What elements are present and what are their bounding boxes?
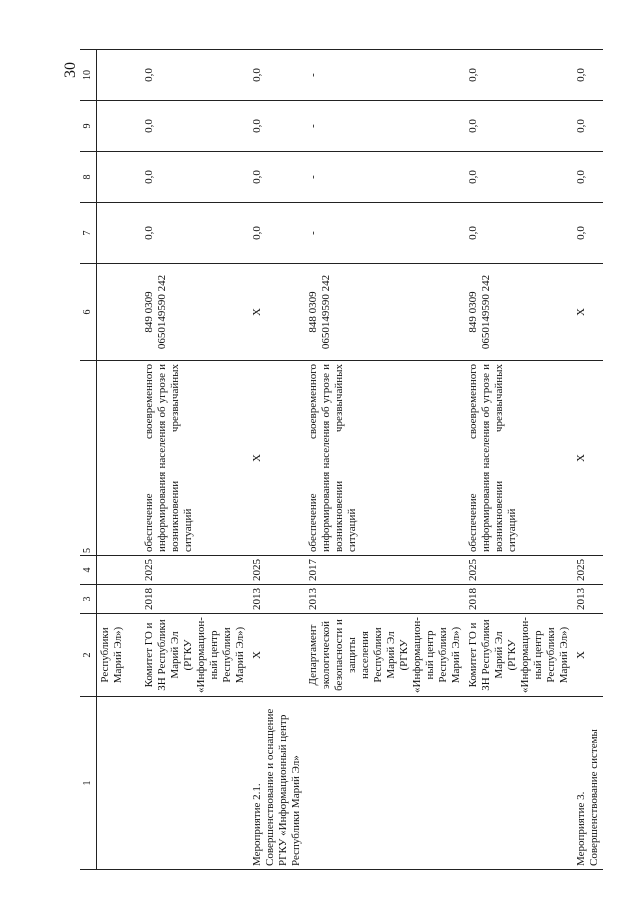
column-header-7: 7 [80, 203, 97, 264]
column-number-row [80, 50, 97, 870]
measure-cell: Мероприятие 3. Совершенствование системы [573, 697, 603, 870]
executor-cell: Х [249, 614, 305, 697]
value-cell-8: 0,0 [141, 152, 249, 203]
column-header-6: 6 [80, 264, 97, 361]
measures-table [80, 49, 603, 870]
end-year-cell: 2025 [249, 556, 305, 585]
table-row [573, 50, 603, 870]
measure-cell [141, 697, 249, 870]
end-year-cell: 2025 [573, 556, 603, 585]
executor-cell: Комитет ГО и ЗН Республики Марий Эл (РГКУ «Информацион-ный центр Республики Марий Эл») [465, 614, 573, 697]
column-header-4: 4 [80, 556, 97, 585]
end-year-cell: 2017 [305, 556, 465, 585]
column-header-5: 5 [80, 361, 97, 556]
budget-code-cell: Х [573, 264, 603, 361]
value-cell-10: 0,0 [573, 50, 603, 101]
table-row [465, 50, 573, 870]
column-header-1: 1 [80, 697, 97, 870]
start-year-cell: 2013 [249, 585, 305, 614]
value-cell-8: 0,0 [249, 152, 305, 203]
start-year-cell [97, 585, 142, 614]
measure-cell [97, 697, 142, 870]
column-header-10: 10 [80, 50, 97, 101]
executor-cell: Департамент экологической безопасности и защиты населения Республики Марий Эл (РГКУ «Информацион-ный центр Республики Марий Эл») [305, 614, 465, 697]
result-cell: Х [573, 361, 603, 556]
value-cell-9 [97, 101, 142, 152]
start-year-cell: 2018 [141, 585, 249, 614]
value-cell-10: 0,0 [141, 50, 249, 101]
value-cell-10: 0,0 [249, 50, 305, 101]
value-cell-9: - [305, 101, 465, 152]
executor-cell: Республики Марий Эл») [97, 614, 142, 697]
result-cell: обеспечение своевременного информирования населения об угрозе и возникновении чрезвычайных ситуаций [141, 361, 249, 556]
budget-code-cell: 849 0309 0650149590 242 [465, 264, 573, 361]
value-cell-8: - [305, 152, 465, 203]
budget-code-cell: 849 0309 0650149590 242 [141, 264, 249, 361]
end-year-cell: 2025 [465, 556, 573, 585]
page-number: 30 [62, 62, 79, 78]
rotated-table-container [80, 68, 620, 870]
value-cell-7 [97, 203, 142, 264]
value-cell-8: 0,0 [465, 152, 573, 203]
budget-code-cell: Х [249, 264, 305, 361]
value-cell-8: 0,0 [573, 152, 603, 203]
result-cell: Х [249, 361, 305, 556]
budget-code-cell: 848 0309 0650149590 242 [305, 264, 465, 361]
result-cell [97, 361, 142, 556]
result-cell: обеспечение своевременного информирования населения об угрозе и возникновении чрезвычайных ситуаций [305, 361, 465, 556]
end-year-cell [97, 556, 142, 585]
column-header-9: 9 [80, 101, 97, 152]
column-header-8: 8 [80, 152, 97, 203]
start-year-cell: 2013 [305, 585, 465, 614]
end-year-cell: 2025 [141, 556, 249, 585]
value-cell-9: 0,0 [249, 101, 305, 152]
measure-cell [465, 697, 573, 870]
value-cell-9: 0,0 [141, 101, 249, 152]
executor-cell: Х [573, 614, 603, 697]
start-year-cell: 2018 [465, 585, 573, 614]
executor-cell: Комитет ГО и ЗН Республики Марий Эл (РГКУ «Информацион-ный центр Республики Марий Эл») [141, 614, 249, 697]
budget-code-cell [97, 264, 142, 361]
measure-cell [305, 697, 465, 870]
value-cell-9: 0,0 [573, 101, 603, 152]
table-row [249, 50, 305, 870]
column-header-2: 2 [80, 614, 97, 697]
value-cell-7: - [305, 203, 465, 264]
column-header-3: 3 [80, 585, 97, 614]
start-year-cell: 2013 [573, 585, 603, 614]
value-cell-8 [97, 152, 142, 203]
table-row [305, 50, 465, 870]
value-cell-7: 0,0 [141, 203, 249, 264]
value-cell-10 [97, 50, 142, 101]
table-row [97, 50, 142, 870]
value-cell-7: 0,0 [465, 203, 573, 264]
table-row [141, 50, 249, 870]
value-cell-9: 0,0 [465, 101, 573, 152]
value-cell-7: 0,0 [573, 203, 603, 264]
value-cell-10: - [305, 50, 465, 101]
measure-cell: Мероприятие 2.1. Совершенствование и оснащение РГКУ «Информационный центр Республики Марий Эл» [249, 697, 305, 870]
value-cell-7: 0,0 [249, 203, 305, 264]
value-cell-10: 0,0 [465, 50, 573, 101]
result-cell: обеспечение своевременного информирования населения об угрозе и возникновении чрезвычайных ситуаций [465, 361, 573, 556]
